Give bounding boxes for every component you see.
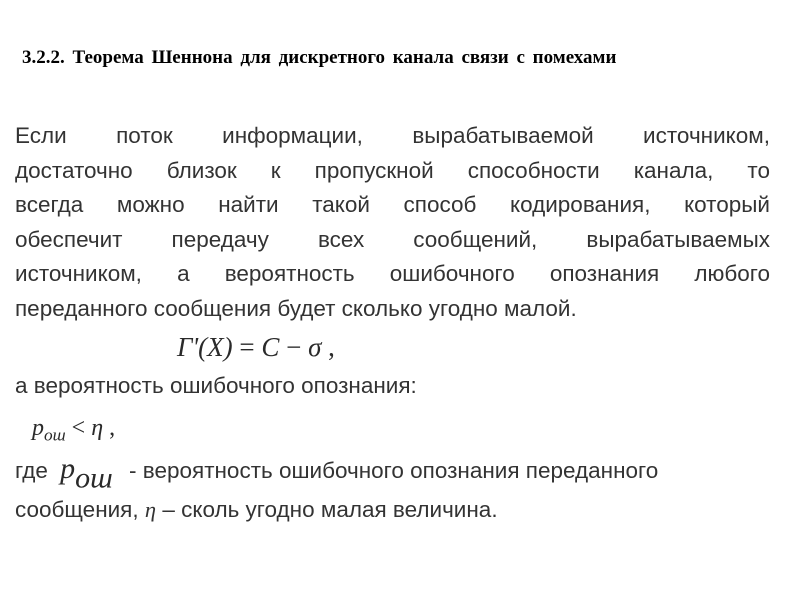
- where-lead: где: [15, 458, 48, 483]
- where-prob-subscript: ош: [75, 461, 113, 495]
- statement-line: достаточно близок к пропускной способности канала, то: [15, 157, 770, 183]
- probability-intro: а вероятность ошибочного опознания:: [15, 373, 417, 398]
- prob-symbol: p: [32, 415, 44, 441]
- where-prob-symbol: p: [60, 452, 76, 485]
- statement-line: переданного сообщения будет сколько угодно малой.: [15, 295, 577, 321]
- section-heading: 3.2.2. Теорема Шеннона для дискретного канала связи с помехами: [22, 47, 617, 68]
- where-cont-start: сообщения,: [15, 497, 139, 522]
- prob-relation: <: [65, 415, 92, 441]
- formula-sigma: σ: [308, 332, 322, 362]
- prob-subscript: ош: [44, 425, 66, 445]
- statement-line: источником, а вероятность ошибочного опознания любого: [15, 261, 770, 286]
- where-cont-end: – сколь угодно малая величина.: [162, 497, 498, 522]
- prob-tail: ,: [103, 415, 116, 441]
- formula-tail: ,: [321, 332, 335, 362]
- formula-minus: −: [279, 332, 309, 362]
- where-description: - вероятность ошибочного опознания переданного: [129, 458, 659, 483]
- statement-line: всегда можно найти такой способ кодирования, который: [15, 192, 770, 217]
- prob-eta: η: [91, 415, 104, 441]
- statement-line: Если поток информации, вырабатываемой источником,: [15, 123, 770, 148]
- formula-capacity: C: [261, 332, 280, 362]
- where-eta: η: [144, 497, 157, 522]
- probability-formula: [32, 415, 115, 446]
- theorem-statement: [15, 119, 770, 326]
- statement-line: обеспечит передачу всех сообщений, вырабатываемых: [15, 226, 770, 252]
- where-definition: [15, 452, 775, 496]
- where-continuation: [15, 497, 498, 523]
- formula-lhs: Γ'(X): [177, 332, 233, 362]
- rate-formula: [177, 332, 335, 363]
- formula-equals: =: [232, 332, 262, 362]
